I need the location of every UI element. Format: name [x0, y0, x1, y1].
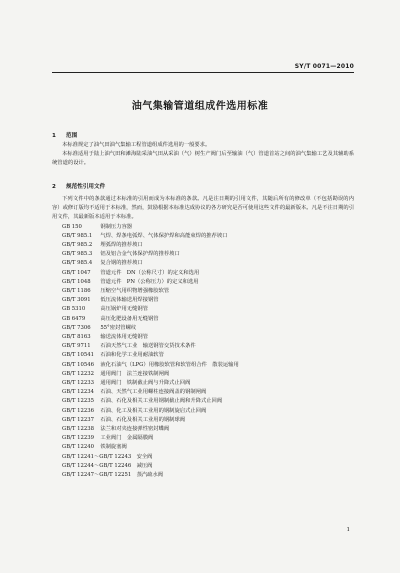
reference-standard-number: GB/T 985.4 [62, 260, 93, 267]
reference-title: 蒸汽疏水阀 [136, 472, 164, 479]
reference-standard-number: GB/T 1186 [62, 288, 91, 295]
reference-standard-number: GB/T 985.1 [62, 232, 93, 239]
reference-item [52, 259, 354, 268]
reference-title: 气焊、焊条电弧焊、气体保护焊和高能束焊的推荐坡口 [100, 232, 228, 239]
reference-item [52, 407, 354, 416]
reference-item [52, 324, 354, 333]
reference-item [52, 462, 354, 471]
reference-item [52, 471, 354, 480]
reference-standard-number: GB/T 8163 [62, 334, 91, 341]
reference-item [52, 296, 354, 305]
paragraph: 本标准适用于陆上油气田和滩海陆采油气田从采油（气）树生产阀门后至输油（气）管道首站之间的油气集输工艺及其辅助系统管道的设计。 [52, 151, 354, 167]
document-title: 油气集输管道组成件选用标准 [131, 101, 269, 112]
reference-standard-number: GB/T 12241～GB/T 12243 [62, 453, 132, 460]
reference-standard-number: GB/T 10541 [62, 352, 94, 359]
reference-standard-number: GB/T 12247～GB/T 12251 [62, 472, 132, 479]
reference-item [52, 351, 354, 360]
reference-title: 铝及铝合金气体保护焊的推荐坡口 [100, 251, 180, 258]
reference-standard-number: GB/T 985.3 [62, 251, 93, 258]
section-title: 规范性引用文件 [66, 184, 106, 190]
reference-list [52, 223, 354, 481]
reference-item [52, 370, 354, 379]
reference-item [52, 269, 354, 278]
reference-item [52, 241, 354, 250]
reference-item [52, 278, 354, 287]
reference-item [52, 453, 354, 462]
reference-title: 安全阀 [136, 453, 153, 460]
reference-standard-number: GB/T 12237 [62, 416, 94, 423]
reference-item [52, 250, 354, 259]
reference-standard-number: GB/T 10546 [62, 361, 94, 368]
page-number: 1 [346, 527, 350, 533]
reference-title: 铁制旋塞阀 [100, 444, 127, 451]
reference-title: 压缩空气用织物增强橡胶软管 [100, 288, 170, 295]
section-heading [52, 183, 354, 192]
reference-standard-number: GB/T 985.2 [62, 242, 93, 249]
section-heading [52, 132, 354, 141]
reference-item [52, 388, 354, 397]
reference-standard-number: GB/T 12234 [62, 389, 94, 396]
reference-title: 输送流体用无缝钢管 [100, 334, 148, 341]
reference-item [52, 379, 354, 388]
reference-item [52, 315, 354, 324]
reference-title: 钢制压力容器 [100, 223, 133, 230]
reference-standard-number: GB 150 [62, 223, 82, 230]
paragraph: 本标准规定了油气田油气集输工程管道组成件选用的一般要求。 [62, 142, 211, 148]
reference-standard-number: GB/T 7306 [62, 324, 91, 331]
reference-title: 低压流体输送用焊接钢管 [100, 297, 159, 304]
reference-standard-number: GB/T 12239 [62, 435, 94, 442]
reference-item [52, 305, 354, 314]
header-rule [52, 72, 354, 73]
reference-item [52, 361, 354, 370]
reference-item [52, 443, 354, 452]
reference-standard-number: GB/T 1047 [62, 269, 91, 276]
reference-title: 石油天然气工业 输送钢管交货技术条件 [100, 343, 196, 350]
reference-item [52, 416, 354, 425]
reference-title: 石油、石化及相关工业用钢制截止阀和升降式止回阀 [100, 398, 223, 405]
reference-title: 石油、天然气工业用螺柱连接阀盖的钢制闸阀 [100, 389, 207, 396]
reference-standard-number: GB/T 1048 [62, 278, 91, 285]
reference-item [52, 333, 354, 342]
reference-item [52, 434, 354, 443]
section-number: 1 [52, 133, 56, 139]
reference-item [52, 223, 354, 232]
paragraph: 下列文件中的条款通过本标准的引用而成为本标准的条款。凡是注日期的引用文件，其随后所有的修改单（不包括勘误的内容）或修订版均不适用于本标准，然而，鼓励根据本标准达成协议的各方研究是否可使用这些文件的最新版本。凡是不注日期的引用文件，其最新版本适用于本标准。 [52, 196, 354, 221]
reference-standard-number: GB/T 12236 [62, 407, 94, 414]
reference-standard-number: GB/T 12233 [62, 380, 94, 387]
standard-code: SY/T 0071—2010 [294, 63, 354, 70]
reference-title: 液化石油气（LPG）用橡胶软管和软管组合件 散装运输用 [100, 361, 239, 368]
reference-title: 复合钢的推荐坡口 [100, 260, 143, 267]
reference-item [52, 397, 354, 406]
reference-title: 管道元件 DN（公称尺寸）的定义和选用 [100, 269, 200, 276]
reference-standard-number: GB/T 3091 [62, 297, 91, 304]
section-scope [52, 132, 354, 169]
section-normative-references [52, 183, 354, 480]
reference-title: 石油和化学工业用耐油软管 [100, 352, 164, 359]
reference-title: 石油、石化及相关工业用的钢制球阀 [100, 416, 186, 423]
reference-title: 通用阀门 铁制截止阀与升降式止回阀 [100, 380, 191, 387]
reference-title: 埋弧焊的推荐坡口 [100, 242, 143, 249]
reference-title: 工业阀门 金属隔膜阀 [100, 435, 154, 442]
reference-standard-number: GB/T 12235 [62, 398, 94, 405]
reference-title: 石油、化工及相关工业用的钢制旋启式止回阀 [100, 407, 207, 414]
reference-item [52, 287, 354, 296]
reference-title: 55°密封管螺纹 [100, 324, 137, 331]
reference-title: 高压锅炉用无缝钢管 [100, 306, 148, 313]
section-number: 2 [52, 184, 56, 190]
reference-standard-number: GB/T 12244～GB/T 12246 [62, 462, 132, 469]
reference-item [52, 425, 354, 434]
reference-item [52, 342, 354, 351]
reference-standard-number: GB 6479 [62, 315, 86, 322]
reference-standard-number: GB/T 9711 [62, 343, 91, 350]
section-title: 范围 [66, 133, 78, 139]
reference-title: 减压阀 [136, 462, 153, 469]
reference-standard-number: GB/T 12240 [62, 444, 94, 451]
reference-item [52, 232, 354, 241]
reference-standard-number: GB/T 12238 [62, 426, 94, 433]
reference-title: 法兰和对夹连接弹性密封蝶阀 [100, 426, 170, 433]
reference-title: 管道元件 PN（公称压力）的定义和选用 [100, 278, 199, 285]
reference-title: 高压化肥设备用无缝钢管 [100, 315, 159, 322]
reference-standard-number: GB/T 12232 [62, 370, 94, 377]
reference-title: 通用阀门 法兰连接铁制闸阀 [100, 370, 170, 377]
reference-standard-number: GB 5310 [62, 306, 86, 313]
